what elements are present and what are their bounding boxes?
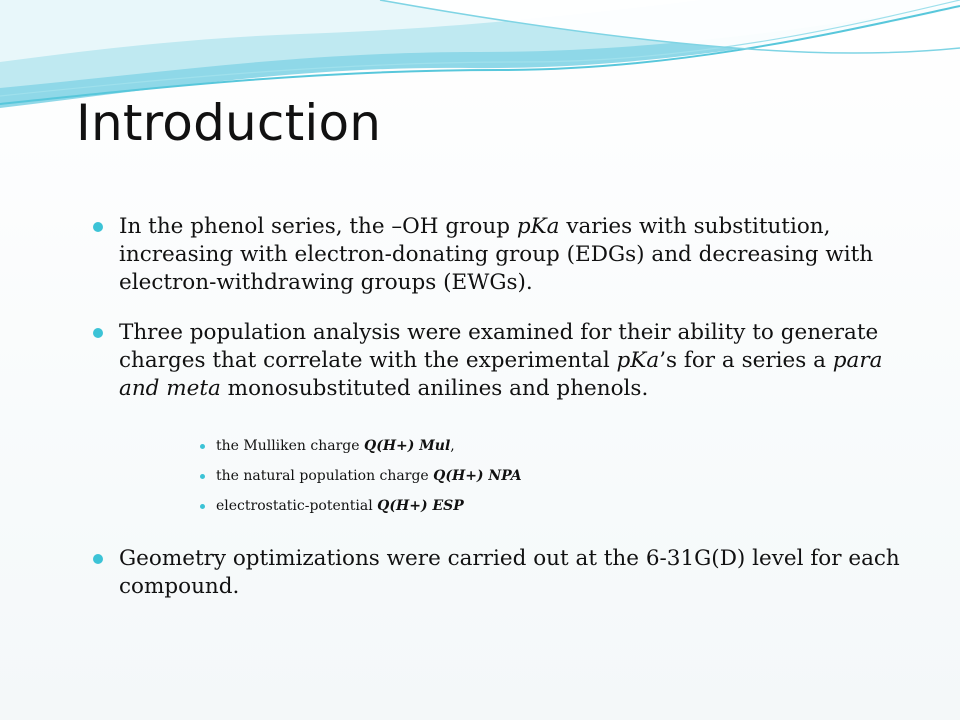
sub-bullet-item: the natural population charge Q(H+) NPA <box>200 461 910 491</box>
bullet-dot-icon <box>93 554 103 564</box>
charge-term: Q(H+) ESP <box>377 498 464 514</box>
charge-term: Q(H+) NPA <box>433 468 522 484</box>
sub-bullet-item: the Mulliken charge Q(H+) Mul, <box>200 431 910 461</box>
bullet-item <box>90 213 910 297</box>
sub-bullet-dot-icon <box>200 444 205 449</box>
slide-title: Introduction <box>76 94 382 152</box>
sub-bullet-dot-icon <box>200 504 205 509</box>
bullet-item <box>90 319 910 403</box>
bullet-dot-icon <box>93 222 103 232</box>
italic-term: para and meta <box>119 348 883 401</box>
bullet-text: Three population analysis were examined for their ability to generate charges that correlate with the experimental pKa’s for a series a para and meta monosubstituted anilines and phenols. <box>119 320 883 401</box>
bullet-text: Geometry optimizations were carried out at the 6-31G(D) level for each compound. <box>119 546 900 599</box>
bullet-item <box>90 545 910 601</box>
bullet-dot-icon <box>93 328 103 338</box>
charge-term: Q(H+) Mul <box>364 438 451 454</box>
bullet-text: In the phenol series, the –OH group pKa varies with substitution, increasing with electron-donating group (EDGs) and decreasing with electron-withdrawing groups (EWGs). <box>119 214 874 295</box>
sub-bullet-list <box>90 431 910 521</box>
italic-term: pKa <box>616 348 660 373</box>
italic-term: pKa <box>516 214 560 239</box>
sub-bullet-item: electrostatic-potential Q(H+) ESP <box>200 491 910 521</box>
sub-bullet-dot-icon <box>200 474 205 479</box>
content-body <box>90 213 910 601</box>
